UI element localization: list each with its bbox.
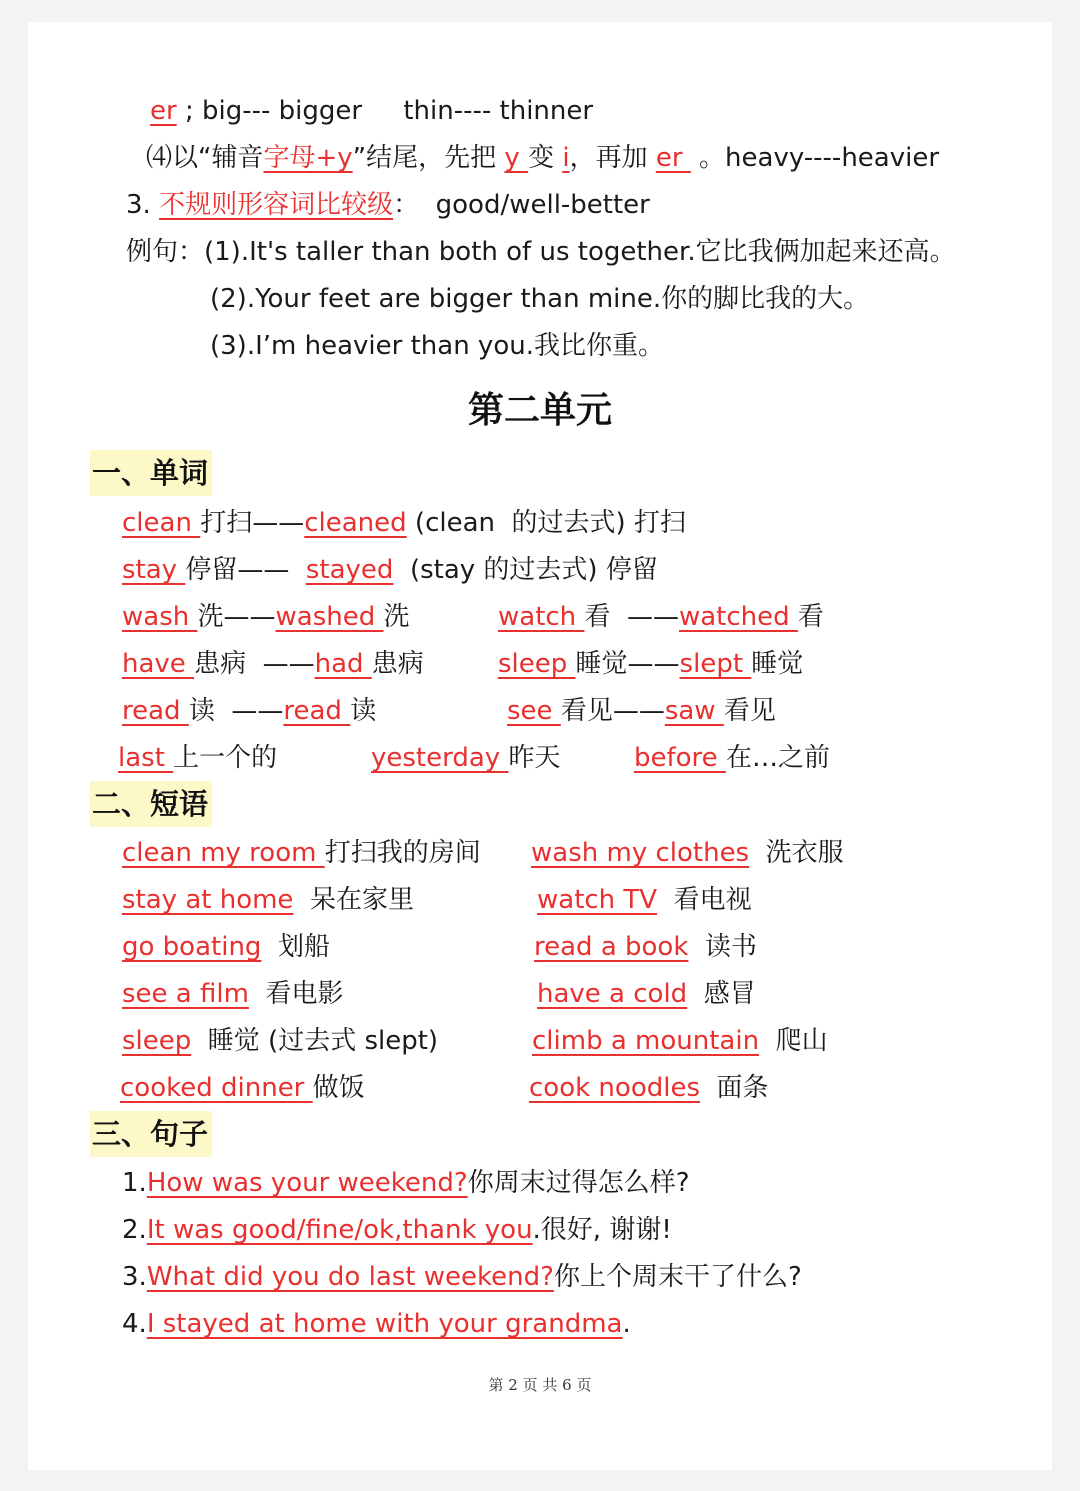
phrase-en: go boating [122, 932, 262, 962]
word-row-before [634, 741, 830, 775]
word-zh: 打扫—— [200, 508, 305, 538]
sentence-number: 2. [122, 1215, 147, 1245]
sentence-number: 4. [122, 1309, 147, 1339]
example-sentence-3: (3).I’m heavier than you.我比你重。 [210, 331, 664, 361]
word-zh: 睡觉 [751, 649, 804, 679]
sentence-zh: 你上个周末干了什么? [553, 1262, 802, 1292]
section-heading-phrases: 二、短语 [90, 781, 212, 827]
phrase-row [534, 930, 757, 964]
phrase-en: wash my clothes [531, 838, 750, 868]
word-past: washed [275, 602, 384, 632]
word-zh: 读 —— [188, 696, 284, 726]
phrase-zh: 感冒 [687, 979, 756, 1009]
word-en: yesterday [371, 743, 509, 773]
sentence-en: It was good/fine/ok,thank you [146, 1215, 533, 1245]
phrase-zh: 看电影 [248, 979, 344, 1009]
sentence-en: I stayed at home with your grandma [146, 1309, 623, 1339]
sentence-row [122, 1213, 672, 1247]
word-en: watch [498, 602, 585, 632]
phrase-row [531, 836, 844, 870]
example-sentence-2: (2).Your feet are bigger than mine.你的脚比我的大。 [210, 284, 870, 314]
word-en: sleep [498, 649, 576, 679]
word-past: watched [678, 602, 798, 632]
phrase-zh: 读书 [688, 932, 757, 962]
word-en: last [118, 743, 174, 773]
phrase-zh: 睡觉 (过去式 slept) [191, 1026, 439, 1056]
phrase-zh: 面条 [700, 1073, 769, 1103]
word-zh: 洗 [383, 602, 410, 632]
phrase-row [122, 930, 330, 964]
word-row-stay [122, 553, 658, 587]
word-zh: 患病 [371, 649, 424, 679]
sentence-en: How was your weekend? [146, 1168, 468, 1198]
word-past: cleaned [304, 508, 407, 538]
phrase-row [537, 883, 752, 917]
rule-number: 3. [126, 190, 160, 220]
sentence-number: 1. [122, 1168, 147, 1198]
phrase-row [122, 977, 343, 1011]
sentence-row [122, 1260, 802, 1294]
phrase-row [532, 1024, 828, 1058]
unit-title: 第二单元 [467, 390, 612, 431]
rule-highlight: 字母+y [263, 143, 353, 173]
phrase-zh: 看电视 [657, 885, 752, 915]
phrase-zh: 洗衣服 [749, 838, 844, 868]
rule-highlight: er [655, 143, 691, 173]
word-row-read [122, 694, 376, 728]
phrase-row [122, 836, 481, 870]
phrase-en: see a film [122, 979, 249, 1009]
phrase-en: read a book [534, 932, 689, 962]
word-row-clean [122, 506, 686, 540]
phrase-en: watch TV [537, 885, 658, 915]
word-past: had [314, 649, 372, 679]
word-en: read [122, 696, 189, 726]
word-zh: 上一个的 [173, 743, 278, 773]
phrase-zh: 划船 [261, 932, 330, 962]
word-row-have [122, 647, 424, 681]
rule-highlight: y [504, 143, 529, 173]
word-row-see [507, 694, 776, 728]
rule-text: ⑷以“辅音 [146, 143, 264, 173]
word-en: before [634, 743, 726, 773]
word-zh: 患病 —— [194, 649, 315, 679]
grammar-rule-4 [146, 141, 939, 175]
phrase-row [529, 1071, 769, 1105]
phrase-zh: 打扫我的房间 [324, 838, 481, 868]
word-row-sleep [498, 647, 803, 681]
word-en: wash [122, 602, 198, 632]
phrase-row [537, 977, 756, 1011]
word-note: (clean 的过去式) 打扫 [406, 508, 686, 538]
word-past: read [283, 696, 351, 726]
rule-highlight: 不规则形容词比较级 [159, 190, 394, 220]
word-en: clean [122, 508, 201, 538]
word-note: (stay 的过去式) 停留 [393, 555, 658, 585]
word-zh: 看 [797, 602, 824, 632]
word-zh: 洗—— [197, 602, 276, 632]
rule-text: 。heavy----heavier [690, 143, 940, 173]
word-row-watch [498, 600, 824, 634]
sentence-zh: 你周末过得怎么样? [467, 1168, 690, 1198]
word-row-last [118, 741, 277, 775]
grammar-rule-3 [126, 188, 650, 222]
phrase-row [120, 1071, 365, 1105]
section-heading-sentences: 三、句子 [90, 1111, 212, 1157]
example-sentence-1: 例句：(1).It's taller than both of us together.它比我俩加起来还高。 [126, 237, 956, 267]
phrase-en: clean my room [122, 838, 325, 868]
suffix-er: er [150, 96, 177, 126]
word-zh: 看 —— [584, 602, 679, 632]
word-row-yesterday [371, 741, 560, 775]
sentence-zh: . [622, 1309, 631, 1339]
phrase-en: climb a mountain [532, 1026, 760, 1056]
phrase-zh: 呆在家里 [293, 885, 414, 915]
word-past: stayed [305, 555, 394, 585]
sentence-en: What did you do last weekend? [146, 1262, 554, 1292]
rule-text: ”结尾，先把 [352, 143, 505, 173]
word-en: have [122, 649, 195, 679]
phrase-en: stay at home [122, 885, 294, 915]
word-zh: 睡觉—— [575, 649, 680, 679]
phrase-zh: 爬山 [759, 1026, 828, 1056]
word-row-wash [122, 600, 410, 634]
sentence-number: 3. [122, 1262, 147, 1292]
phrase-zh: 做饭 [312, 1073, 365, 1103]
sentence-zh: .很好, 谢谢! [532, 1215, 672, 1245]
word-zh: 停留—— [185, 555, 306, 585]
grammar-example: ; big--- bigger thin---- thinner [176, 96, 594, 126]
rule-text: ： good/well-better [393, 190, 650, 220]
phrase-en: have a cold [537, 979, 688, 1009]
word-past: saw [664, 696, 724, 726]
phrase-en: cooked dinner [120, 1073, 313, 1103]
sentence-row [122, 1307, 631, 1341]
word-zh: 看见—— [560, 696, 665, 726]
phrase-row [122, 883, 414, 917]
section-heading-words: 一、单词 [90, 450, 212, 496]
phrase-en: sleep [122, 1026, 192, 1056]
word-zh: 在…之前 [725, 743, 830, 773]
word-zh: 昨天 [508, 743, 561, 773]
rule-text: 变 [528, 143, 563, 173]
word-zh: 读 [350, 696, 377, 726]
rule-highlight: i [562, 143, 570, 173]
phrase-en: cook noodles [529, 1073, 700, 1103]
word-en: see [507, 696, 561, 726]
page-number-footer: 第 2 页 共 6 页 [488, 1376, 592, 1394]
word-en: stay [122, 555, 186, 585]
grammar-line-er [150, 94, 593, 128]
word-past: slept [679, 649, 752, 679]
rule-text: ，再加 [569, 143, 656, 173]
phrase-row [122, 1024, 438, 1058]
sentence-row [122, 1166, 690, 1200]
word-zh: 看见 [723, 696, 776, 726]
